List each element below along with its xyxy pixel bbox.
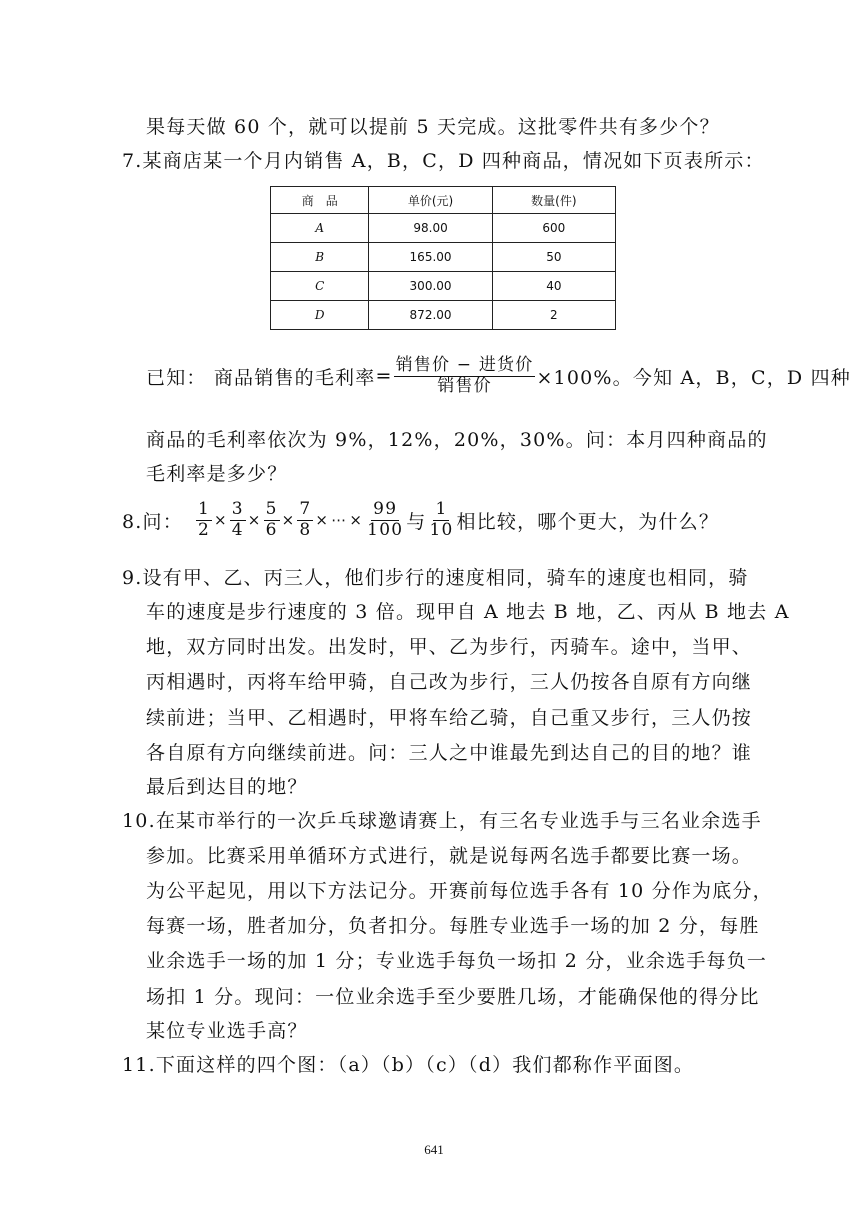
question-9-line-5: 续前进；当甲、乙相遇时，甲将车给乙骑，自己重又步行，三人仍按	[146, 707, 753, 729]
cell-quantity: 2	[492, 301, 615, 330]
cell-quantity: 40	[492, 272, 615, 301]
question-9-line-2: 车的速度是步行速度的 3 倍。现甲自 A 地去 B 地，乙、丙从 B 地去 A	[146, 601, 790, 623]
denominator: 4	[231, 519, 244, 540]
ellipsis: ⋯	[331, 511, 348, 530]
question-9-line-4: 丙相遇时，丙将车给甲骑，自己改为步行，三人仍按各自原有方向继	[146, 671, 753, 693]
fraction	[264, 500, 280, 540]
cell-price: 300.00	[369, 272, 492, 301]
denominator: 2	[197, 519, 210, 540]
fraction	[297, 500, 313, 540]
numerator: 1	[435, 499, 448, 519]
question-7-formula-line	[146, 356, 851, 396]
question-11: 11.下面这样的四个图：（a）（b）（c）（d）我们都称作平面图。	[122, 1054, 695, 1076]
question-7: 7.某商店某一个月内销售 A，B，C，D 四种商品，情况如下页表所示：	[122, 150, 765, 172]
times-sign: ×	[281, 511, 296, 530]
cell-price: 165.00	[369, 243, 492, 272]
numerator: 3	[231, 499, 244, 519]
question-9-line-3: 地，双方同时出发。出发时，甲、乙为步行，丙骑车。途中，当甲、	[146, 636, 753, 658]
question-9-line-6: 各自原有方向继续前进。问：三人之中谁最先到达自己的目的地？谁	[146, 742, 753, 764]
goods-table	[270, 186, 616, 330]
page-number: 641	[424, 1142, 444, 1157]
cell-item: A	[271, 214, 369, 243]
times-sign: ×	[213, 511, 228, 530]
denominator: 10	[429, 519, 454, 540]
numerator: 99	[373, 499, 398, 519]
cell-quantity: 600	[492, 214, 615, 243]
cell-item: D	[271, 301, 369, 330]
denominator: 100	[367, 519, 404, 540]
header-price: 单价(元)	[369, 187, 492, 214]
fraction	[230, 500, 246, 540]
cell-price: 872.00	[369, 301, 492, 330]
question-8	[122, 500, 719, 540]
question-9-line-1: 9.设有甲、乙、丙三人，他们步行的速度相同，骑车的速度也相同，骑	[122, 567, 749, 589]
denominator: 8	[299, 519, 312, 540]
fraction-numerator: 销售价 − 进货价	[395, 355, 534, 375]
question-7-line-2: 商品的毛利率依次为 9%，12%，20%，30%。问：本月四种商品的	[146, 429, 768, 451]
question-9-line-7: 最后到达目的地？	[146, 776, 308, 798]
header-goods: 商 品	[271, 187, 369, 214]
table-row	[271, 214, 616, 243]
question-10-line-5: 业余选手一场的加 1 分；专业选手每负一场扣 2 分，业余选手每负一	[146, 950, 768, 972]
times-sign: ×	[349, 511, 364, 530]
cell-quantity: 50	[492, 243, 615, 272]
gross-margin-fraction	[394, 356, 536, 396]
fraction	[427, 500, 455, 540]
q8-tail: 相比较，哪个更大，为什么？	[456, 510, 720, 533]
cell-item: B	[271, 243, 369, 272]
denominator: 6	[265, 519, 278, 540]
formula-suffix: ×100%。今知 A，B，C，D 四种	[536, 366, 852, 389]
cell-price: 98.00	[369, 214, 492, 243]
q8-prefix: 8.问：	[122, 510, 183, 533]
question-10-line-4: 每赛一场，胜者加分，负者扣分。每胜专业选手一场的加 2 分，每胜	[146, 915, 760, 937]
question-10-line-6: 场扣 1 分。现问：一位业余选手至少要胜几场，才能确保他的得分比	[146, 986, 760, 1008]
times-sign: ×	[247, 511, 262, 530]
times-sign: ×	[315, 511, 330, 530]
question-10-line-2: 参加。比赛采用单循环方式进行，就是说每两名选手都要比赛一场。	[146, 845, 753, 867]
question-10-line-7: 某位专业选手高？	[146, 1020, 308, 1042]
line-1: 果每天做 60 个，就可以提前 5 天完成。这批零件共有多少个？	[146, 116, 720, 138]
fraction-denominator: 销售价	[437, 375, 492, 396]
question-10-line-1: 10.在某市举行的一次乒乓球邀请赛上，有三名专业选手与三名业余选手	[122, 810, 762, 832]
formula-equals: =	[375, 365, 393, 388]
table-row	[271, 301, 616, 330]
table-row	[271, 272, 616, 301]
numerator: 1	[197, 499, 210, 519]
table-row	[271, 243, 616, 272]
question-10-line-3: 为公平起见，用以下方法记分。开赛前每位选手各有 10 分作为底分，	[146, 880, 773, 902]
q8-with: 与	[406, 510, 427, 533]
header-quantity: 数量(件)	[492, 187, 615, 214]
fraction	[196, 500, 212, 540]
formula-prefix: 已知： 商品销售的毛利率	[146, 366, 376, 389]
cell-item: C	[271, 272, 369, 301]
question-7-line-3: 毛利率是多少？	[146, 463, 288, 485]
numerator: 5	[265, 499, 278, 519]
numerator: 7	[299, 499, 312, 519]
fraction	[365, 500, 405, 540]
table-header-row	[271, 187, 616, 214]
